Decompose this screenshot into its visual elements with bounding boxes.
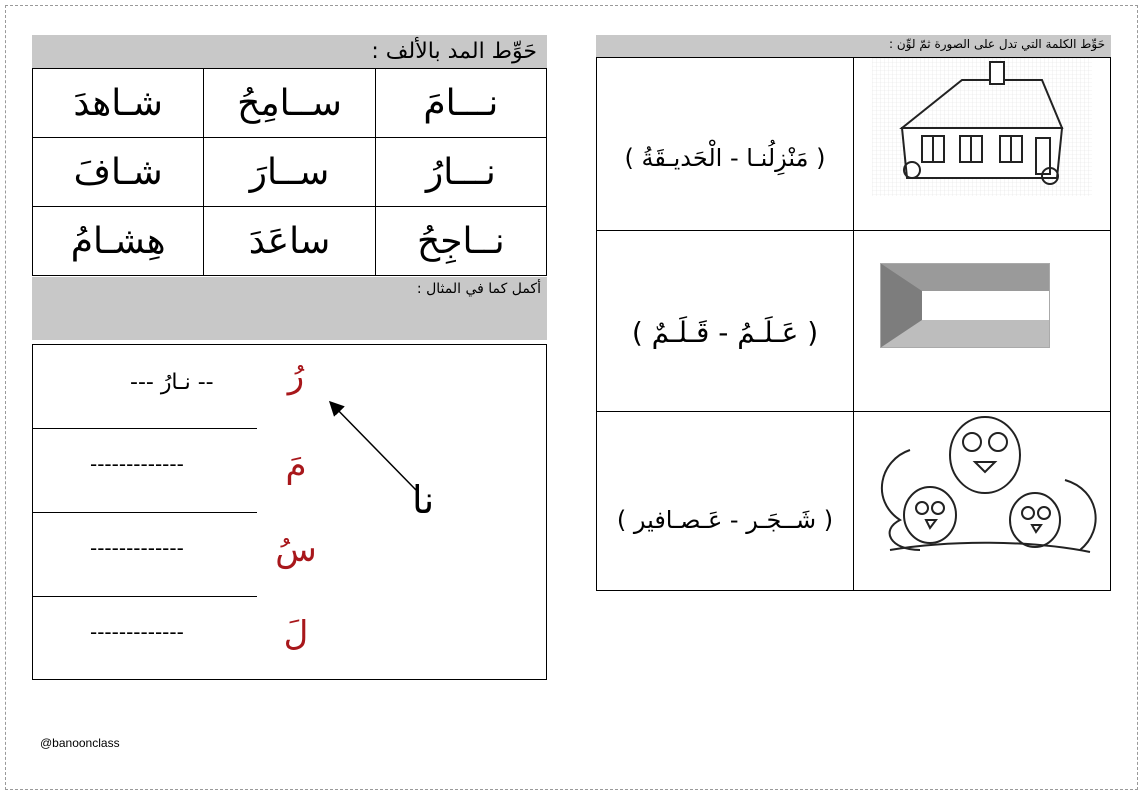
answer-blank-1[interactable]: ------------- bbox=[90, 452, 184, 476]
table-cell[interactable]: نـــارُ bbox=[375, 138, 546, 207]
birds-picture bbox=[860, 410, 1110, 560]
choice-birds[interactable]: ( شَــجَـر - عَـصـافير ) bbox=[616, 506, 834, 534]
left-title: حَوِّط المد بالألف : bbox=[371, 39, 537, 64]
flag-picture bbox=[880, 263, 1050, 348]
letter-la: لَ bbox=[283, 614, 309, 654]
table-cell[interactable]: ســامِحُ bbox=[204, 69, 375, 138]
answer-blank-2[interactable]: ------------- bbox=[90, 536, 184, 560]
answer-blank-3[interactable]: ------------- bbox=[90, 620, 184, 644]
table-cell[interactable]: شـافَ bbox=[33, 138, 204, 207]
footer-handle: @banoonclass bbox=[40, 736, 120, 750]
example-letter: رُ bbox=[287, 356, 305, 396]
right-title: حَوِّط الكلمة التي تدل على الصورة ثمّ لوِّن : bbox=[888, 37, 1105, 51]
example-answer: --- نـارُ -- bbox=[130, 370, 214, 395]
letter-su: سُ bbox=[275, 530, 317, 570]
table-cell[interactable]: ساعَدَ bbox=[204, 207, 375, 276]
complete-title: أكمل كما في المثال : bbox=[416, 281, 541, 297]
column-divider bbox=[853, 57, 854, 591]
letter-ma: مَ bbox=[285, 446, 307, 486]
table-cell[interactable]: هِشـامُ bbox=[33, 207, 204, 276]
row-divider bbox=[596, 230, 1111, 231]
choice-house[interactable]: ( مَنْزِلُنـا - الْحَديـقَةُ ) bbox=[624, 144, 826, 172]
table-cell[interactable]: ســارَ bbox=[204, 138, 375, 207]
table-cell[interactable]: شـاهدَ bbox=[33, 69, 204, 138]
house-picture bbox=[872, 58, 1092, 196]
table-cell[interactable]: نــاجِحُ bbox=[375, 207, 546, 276]
right-header-bar bbox=[596, 35, 1111, 57]
syllable-na: نا bbox=[412, 478, 435, 522]
table-cell[interactable]: نـــامَ bbox=[375, 69, 546, 138]
choice-flag[interactable]: ( عَـلَـمُ - قَـلَـمٌ ) bbox=[631, 316, 819, 349]
